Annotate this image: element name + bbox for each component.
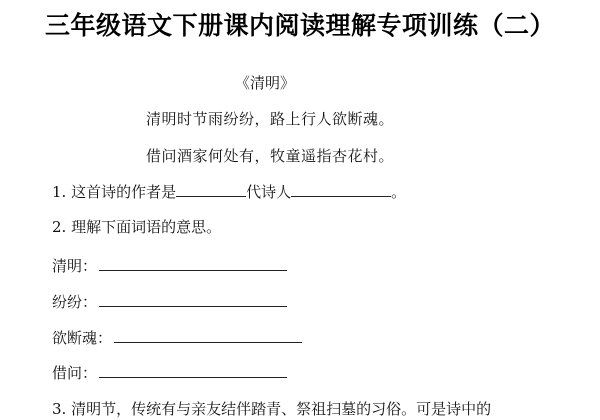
question-1 [52,181,406,202]
term-row-yuduanhun [52,327,302,348]
term-label: 纷纷： [52,293,98,311]
question-1-middle: 代诗人 [246,183,292,201]
page-title: 三年级语文下册课内阅读理解专项训练（二） [44,11,555,40]
poem-title: 《清明》 [234,74,295,92]
author-blank[interactable] [176,182,246,197]
term-row-jiewen [52,362,287,383]
term-label: 借问： [52,364,98,382]
poem-line-1: 清明时节雨纷纷，路上行人欲断魂。 [145,110,394,128]
answer-line[interactable] [99,256,287,271]
answer-line[interactable] [99,363,287,378]
term-row-qingming [52,255,287,276]
answer-line[interactable] [114,328,302,343]
poem-line-2: 借问酒家何处有，牧童遥指杏花村。 [145,147,394,165]
term-label: 欲断魂： [52,329,113,347]
answer-line[interactable] [99,292,287,307]
dynasty-blank[interactable] [291,182,391,197]
term-label: 清明： [52,257,98,275]
question-3: 3. 清明节，传统有与亲友结伴踏青、祭祖扫墓的习俗。可是诗中的 [52,400,492,418]
term-row-fenfen [52,291,287,312]
question-2: 2. 理解下面词语的意思。 [52,218,222,236]
question-1-prefix: 1. 这首诗的作者是 [52,183,177,201]
question-1-suffix: 。 [391,183,407,201]
